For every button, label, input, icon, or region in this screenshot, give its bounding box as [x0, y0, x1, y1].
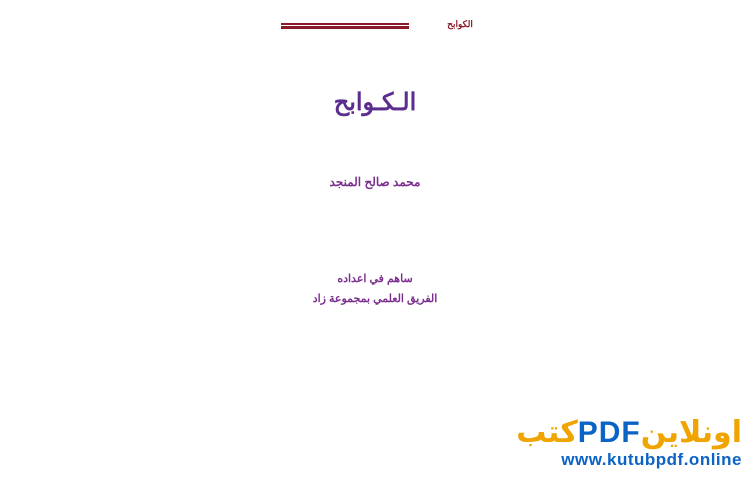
credits-line-2: الفريق العلمي بمجموعة زاد [312, 293, 438, 305]
page-header [0, 10, 750, 38]
header-rule-inner-line [281, 25, 409, 26]
watermark-word-online: اونلاين [640, 414, 742, 450]
header-running-title: الكوابح [447, 19, 473, 29]
header-rule [281, 23, 409, 29]
site-watermark [442, 414, 742, 471]
credits-block [0, 272, 750, 305]
watermark-word-kutub: كتب [516, 414, 578, 450]
page-title: الـكـوابح [333, 89, 417, 116]
watermark-logo-text [442, 414, 742, 450]
watermark-url: www.kutubpdf.online [561, 450, 742, 469]
author-name: محمد صالح المنجد [329, 175, 421, 189]
watermark-word-pdf: PDF [577, 415, 641, 449]
credits-line-1: ساهم في اعداده [337, 273, 413, 285]
